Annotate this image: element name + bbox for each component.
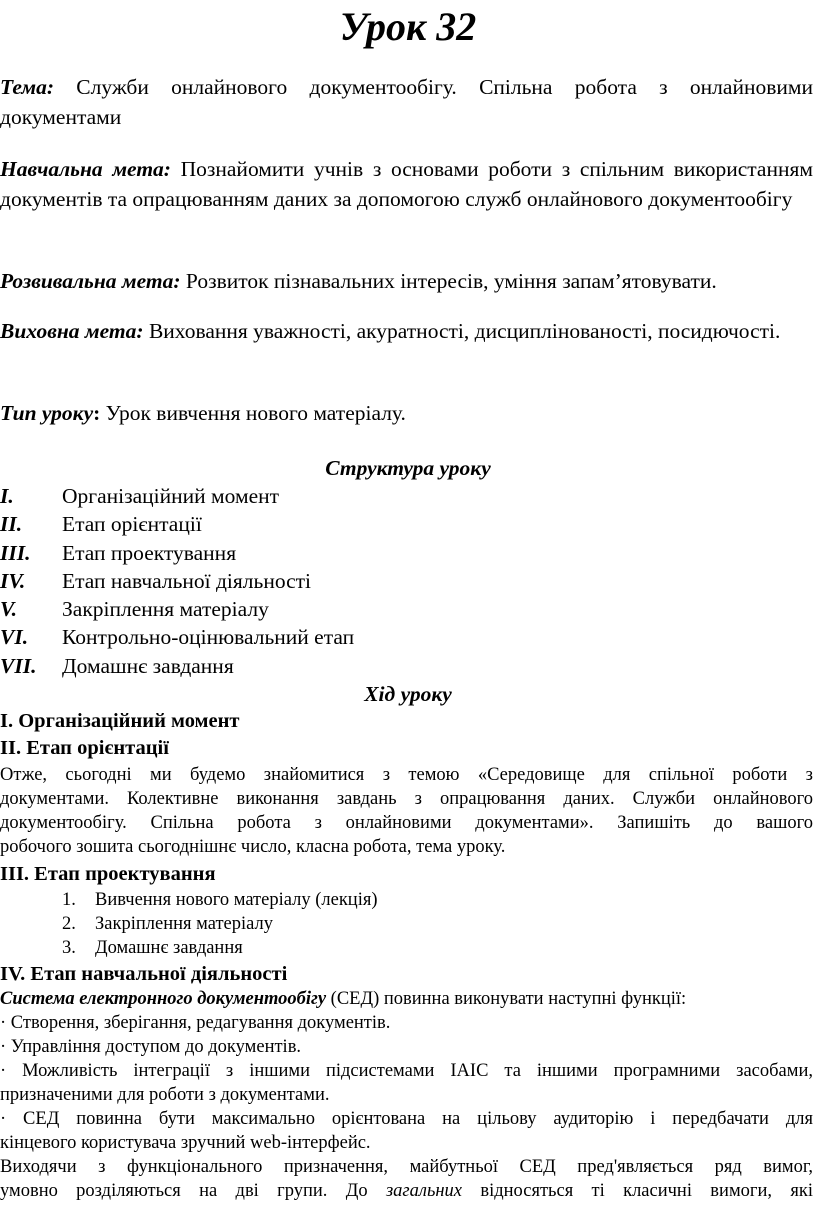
topic-text: Служби онлайнового документообігу. Спільна робота з онлайновими документами [0, 75, 813, 129]
upbringing-goal-label: Виховна мета: [0, 319, 144, 343]
design-item-label: Домашнє завдання [95, 938, 243, 958]
orientation-line: робочого зошита сьогоднішнє число, класна робота, тема уроку. [0, 837, 506, 857]
structure-item-number: III. [0, 540, 31, 565]
function-item-cont: кінцевого користувача зручний web-інтерфейс. [0, 1133, 371, 1153]
structure-item-number: VII. [0, 653, 37, 678]
structure-item-label: Закріплення матеріалу [62, 597, 269, 622]
function-item: · СЕД повинна бути максимально орієнтована на цільову аудиторію і передбачати для [0, 1109, 813, 1129]
structure-item-label: Домашнє завдання [62, 653, 234, 678]
structure-item [0, 567, 600, 595]
lesson-type-label: Тип уроку [0, 401, 94, 425]
lesson-type-paragraph [0, 398, 813, 428]
design-item-label: Закріплення матеріалу [95, 914, 273, 934]
structure-item-label: Етап проектування [62, 540, 237, 565]
structure-item [0, 652, 600, 680]
design-item-number: 3. [62, 938, 76, 958]
structure-item-number: II. [0, 512, 23, 537]
topic-paragraph [0, 72, 813, 132]
developmental-goal-label: Розвивальна мета: [0, 269, 181, 293]
structure-item-label: Контрольно-оцінювальний етап [62, 625, 355, 650]
structure-item-number: VI. [0, 625, 29, 650]
orientation-line: Отже, сьогодні ми будемо знайомитися з темою «Середовище для спільної роботи з [0, 765, 813, 785]
orientation-line: документообігу. Спільна робота з онлайновими документами». Запишіть до вашого [0, 813, 813, 833]
structure-item-label: Етап орієнтації [62, 512, 202, 537]
eds-term: Система електронного документообігу [0, 989, 327, 1009]
structure-item-number: I. [0, 484, 14, 508]
requirements-emphasis: загальних [385, 1181, 463, 1201]
design-item-number: 2. [62, 914, 76, 934]
upbringing-goal-text: Виховання уважності, акуратності, дисциплінованості, посидючості. [143, 319, 781, 343]
structure-item [0, 510, 600, 538]
structure-item [0, 539, 600, 567]
structure-item-number: IV. [0, 568, 26, 593]
topic-label: Тема: [0, 75, 55, 99]
orientation-line: документами. Колективне виконання завдань з опрацювання даних. Служби онлайнового [0, 789, 813, 809]
requirements-text: умовно розділяються на дві групи. До [0, 1181, 386, 1201]
requirements-line [0, 1179, 813, 1203]
structure-item-number: V. [0, 597, 17, 622]
educational-goal-paragraph [0, 154, 813, 214]
structure-item [0, 623, 600, 651]
function-item: · Створення, зберігання, редагування документів. [0, 1013, 391, 1033]
lesson-title: Урок 32 [339, 4, 477, 49]
design-item-number: 1. [62, 890, 76, 910]
lesson-type-text: Урок вивчення нового матеріалу. [100, 401, 406, 425]
structure-item [0, 482, 600, 510]
course-heading: Хід уроку [364, 682, 452, 706]
section-heading-learning-activity: IV. Етап навчальної діяльності [0, 963, 288, 985]
developmental-goal-text: Розвиток пізнавальних інтересів, уміння запам’ятовувати. [180, 269, 717, 293]
design-item-label: Вивчення нового матеріалу (лекція) [95, 890, 378, 910]
structure-item [0, 595, 600, 623]
eds-text: (СЕД) повинна виконувати наступні функції: [326, 989, 687, 1009]
upbringing-goal-paragraph [0, 316, 813, 346]
function-item-cont: призначеними для роботи з документами. [0, 1085, 330, 1105]
educational-goal-label: Навчальна мета: [0, 157, 171, 181]
section-heading-design: III. Етап проектування [0, 863, 216, 885]
eds-intro-line [0, 987, 813, 1011]
requirements-line: Виходячи з функціонального призначення, майбутньої СЕД пред'являється ряд вимог, [0, 1157, 813, 1177]
structure-list [0, 482, 600, 680]
section-heading-organizational: I. Організаційний момент [0, 710, 240, 732]
structure-item-label: Етап навчальної діяльності [62, 568, 312, 593]
educational-goal-text: Познайомити учнів з основами роботи з спільним використанням документів та опрацюванням даних за допомогою служб онлайнового документообігу [0, 157, 813, 211]
developmental-goal-paragraph [0, 266, 813, 296]
function-item: · Управління доступом до документів. [0, 1037, 302, 1057]
orientation-paragraph [0, 763, 813, 859]
structure-item-label: Організаційний момент [62, 484, 280, 508]
requirements-text: відносяться ті класичні вимоги, які [462, 1181, 813, 1201]
section-heading-orientation: II. Етап орієнтації [0, 737, 169, 759]
structure-heading: Структура уроку [325, 456, 491, 480]
lesson-type-colon: : [93, 401, 101, 425]
eds-paragraph [0, 987, 813, 1203]
function-item: · Можливість інтеграції з іншими підсистемами ІАІС та іншими програмними засобами, [0, 1061, 813, 1081]
